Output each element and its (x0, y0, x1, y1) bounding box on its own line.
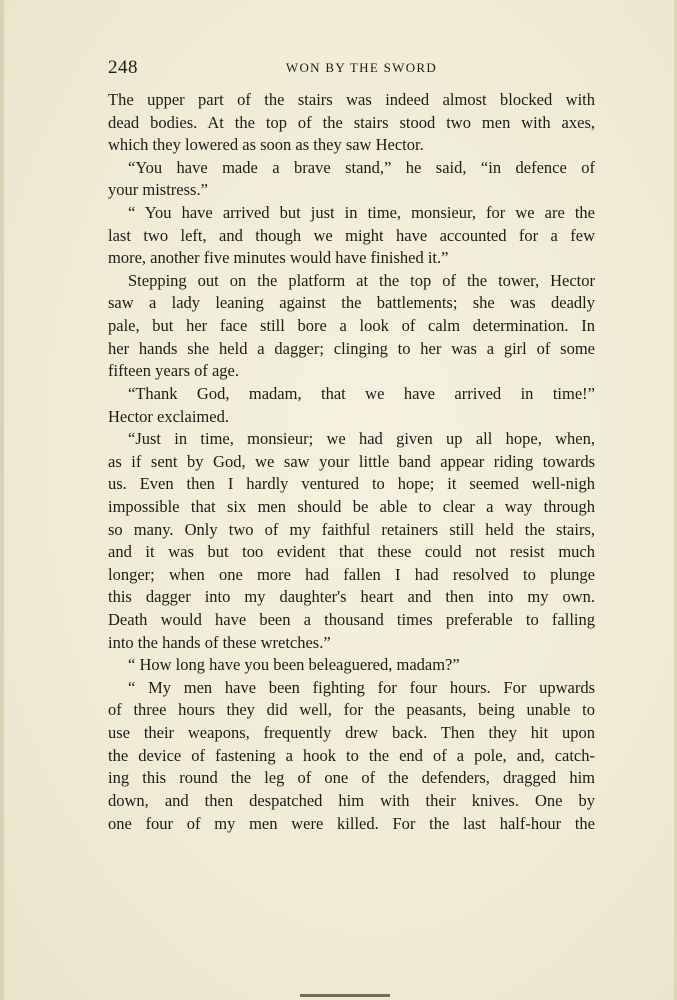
text-line: pale, but her face still bore a look of calm determination. In (108, 316, 595, 336)
text-line: which they lowered as soon as they saw Hector. (108, 135, 424, 155)
page-header (108, 56, 595, 80)
text-line: “Just in time, monsieur; we had given up all hope, when, (128, 429, 595, 449)
text-line: of three hours they did well, for the peasants, being unable to (108, 700, 595, 720)
text-line: this dagger into my daughter's heart and then into my own. (108, 587, 595, 607)
body-text (108, 89, 595, 835)
text-line: “Thank God, madam, that we have arrived in time!” (128, 383, 595, 403)
text-line: “ How long have you been beleaguered, madam?” (128, 655, 460, 675)
text-line: use their weapons, frequently drew back. Then they hit upon (108, 723, 595, 743)
text-line: “You have made a brave stand,” he said, “in defence of (128, 157, 595, 177)
text-line: more, another five minutes would have finished it.” (108, 248, 449, 268)
text-line: longer; when one more had fallen I had resolved to plunge (108, 564, 595, 584)
text-line: us. Even then I hardly ventured to hope; it seemed well-nigh (108, 474, 595, 494)
text-line: your mistress.” (108, 180, 208, 200)
text-line: ing this round the leg of one of the defenders, dragged him (108, 768, 595, 788)
text-line: dead bodies. At the top of the stairs stood two men with axes, (108, 112, 595, 132)
text-line: down, and then despatched him with their knives. One by (108, 790, 595, 810)
text-line: her hands she held a dagger; clinging to her was a girl of some (108, 338, 595, 358)
page-left-edge (0, 0, 4, 1000)
text-line: into the hands of these wretches.” (108, 632, 331, 652)
text-line: “ My men have been fighting for four hours. For upwards (128, 677, 595, 697)
text-line: one four of my men were killed. For the last half-hour the (108, 813, 595, 833)
text-line: saw a lady leaning against the battlements; she was deadly (108, 293, 595, 313)
text-line: as if sent by God, we saw your little band appear riding towards (108, 451, 595, 471)
text-line: last two left, and though we might have accounted for a few (108, 225, 595, 245)
text-line: the device of fastening a hook to the end of a pole, and, catch- (108, 745, 595, 765)
text-line: Hector exclaimed. (108, 406, 229, 426)
text-line: Stepping out on the platform at the top of the tower, Hector (128, 270, 595, 290)
text-line: so many. Only two of my faithful retainers still held the stairs, (108, 519, 595, 539)
text-line: fifteen years of age. (108, 361, 240, 381)
text-line: The upper part of the stairs was indeed almost blocked with (108, 90, 595, 109)
bottom-edge-mark (300, 994, 390, 997)
text-line: and it was but too evident that these could not resist much (108, 542, 595, 562)
running-title: WON BY THE SWORD (285, 60, 438, 75)
text-line: “ You have arrived but just in time, monsieur, for we are the (128, 203, 595, 223)
page-number: 248 (108, 57, 138, 78)
text-line: Death would have been a thousand times preferable to falling (108, 610, 595, 630)
text-line: impossible that six men should be able to clear a way through (108, 496, 595, 516)
